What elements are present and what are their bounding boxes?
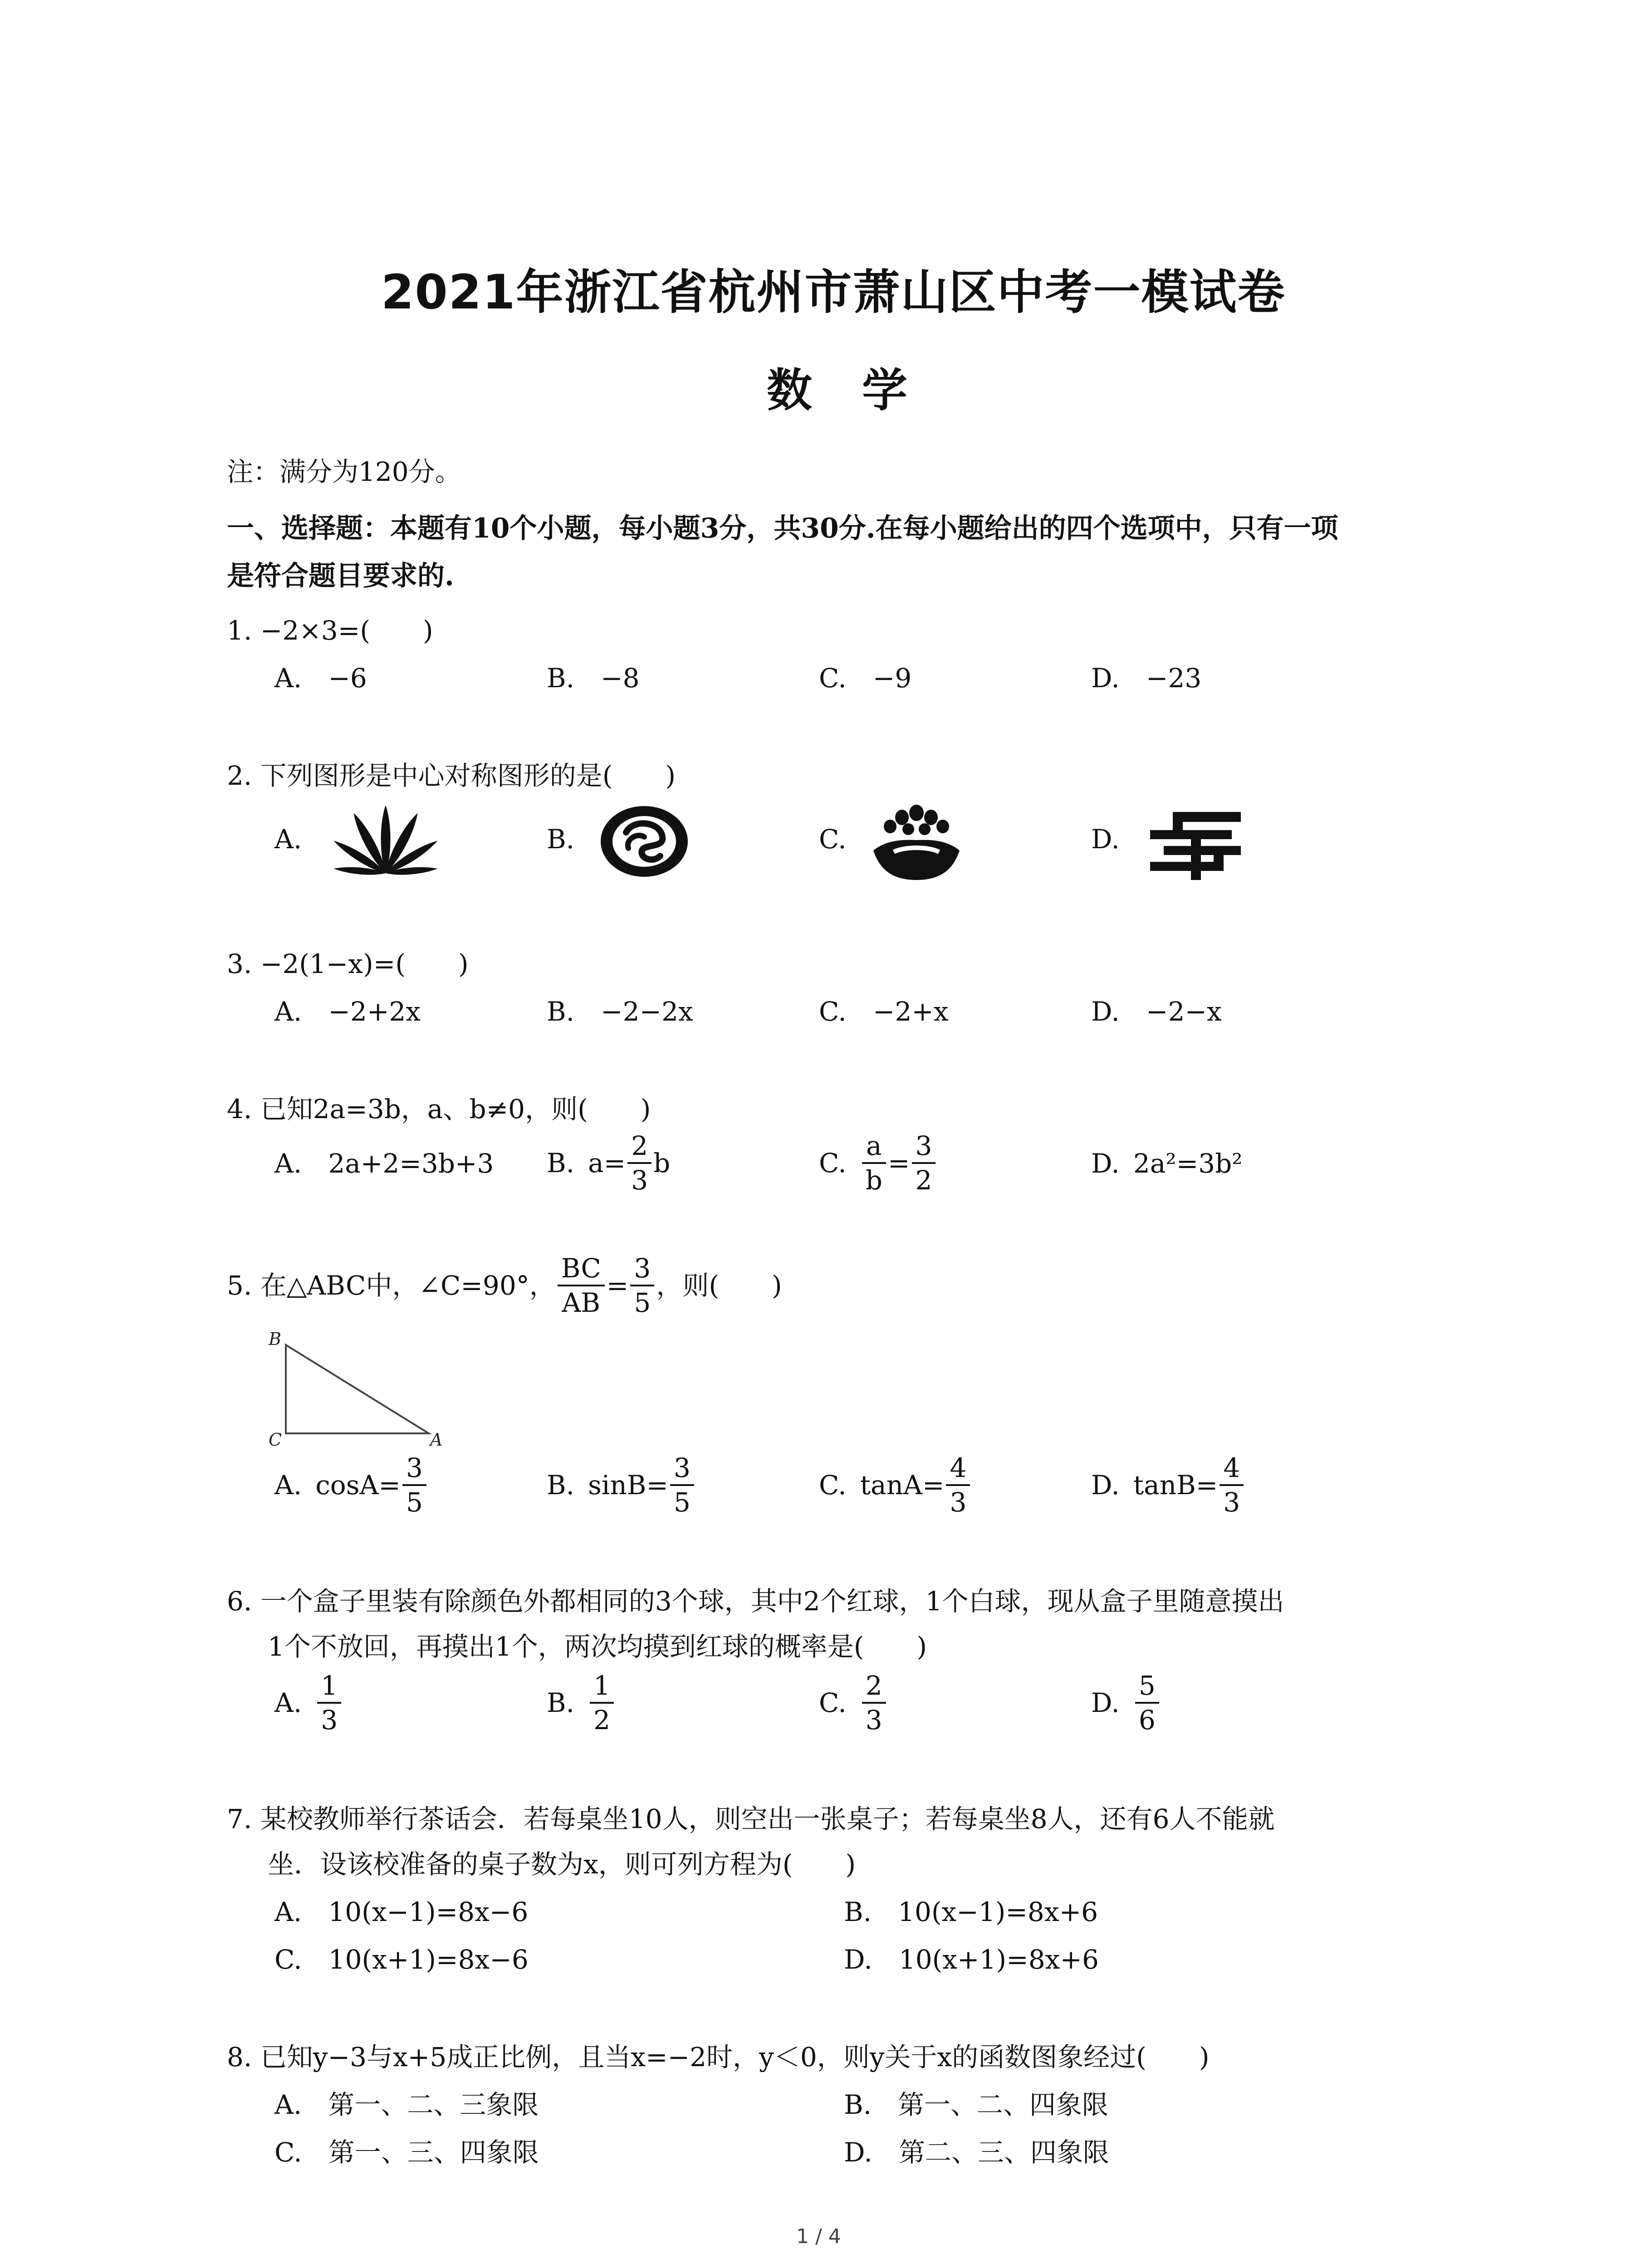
option-letter: C. bbox=[819, 1687, 847, 1718]
triangle-figure bbox=[268, 1331, 449, 1449]
numerator: 5 bbox=[1135, 1669, 1159, 1704]
question-7-option-b: B. 10(x−1)=8x+6 bbox=[844, 1897, 1098, 1927]
question-3-option-c: C. −2+x bbox=[819, 996, 949, 1027]
exam-title: 2021年浙江省杭州市萧山区中考一模试卷 bbox=[381, 264, 1286, 320]
question-6-option-a bbox=[274, 1669, 343, 1736]
question-3-option-a: A. −2+2x bbox=[274, 996, 421, 1027]
fraction bbox=[670, 1452, 694, 1519]
fraction bbox=[558, 1252, 605, 1319]
vertex-label-a: A bbox=[430, 1430, 443, 1450]
question-2-letter-d: D. bbox=[1091, 824, 1120, 855]
subject-title: 数学 bbox=[767, 364, 957, 417]
denominator: 3 bbox=[631, 1165, 648, 1196]
stem-text: 5. 在△ABC中，∠C=90°， bbox=[227, 1270, 556, 1301]
equals-sign: = bbox=[887, 1148, 910, 1178]
question-7-option-d: D. 10(x+1)=8x+6 bbox=[844, 1944, 1099, 1975]
question-4-option-d bbox=[1091, 1148, 1242, 1179]
option-letter: D. bbox=[1091, 1148, 1120, 1179]
question-3-stem: 3. −2(1−x)=( ) bbox=[227, 948, 469, 979]
vertex-label-c: C bbox=[269, 1430, 282, 1450]
denominator: 3 bbox=[865, 1705, 882, 1735]
denominator: b bbox=[865, 1165, 882, 1196]
denominator: 5 bbox=[406, 1487, 423, 1518]
question-8-option-a: A. 第一、二、三象限 bbox=[274, 2089, 539, 2120]
numerator: 2 bbox=[627, 1129, 652, 1164]
denominator: AB bbox=[562, 1287, 601, 1318]
fraction bbox=[1220, 1452, 1244, 1519]
option-letter: D. bbox=[1091, 1687, 1120, 1718]
fraction bbox=[862, 1129, 886, 1197]
question-5-stem bbox=[227, 1252, 782, 1319]
question-5-option-c bbox=[819, 1452, 972, 1519]
question-1-stem: 1. −2×3=( ) bbox=[227, 615, 433, 646]
page-number: 1 / 4 bbox=[796, 2225, 841, 2248]
question-3-option-b: B. −2−2x bbox=[547, 996, 693, 1027]
question-8-option-b: B. 第一、二、四象限 bbox=[844, 2089, 1109, 2120]
expr-part: tanA= bbox=[860, 1470, 945, 1501]
question-4-stem: 4. 已知2a=3b，a、b≠0，则( ) bbox=[227, 1094, 651, 1124]
fraction bbox=[317, 1669, 341, 1736]
stem-text: ，则( ) bbox=[656, 1270, 782, 1301]
question-5-option-d bbox=[1091, 1452, 1245, 1519]
expr-part: 2a²=3b² bbox=[1133, 1148, 1243, 1179]
question-8-option-c: C. 第一、三、四象限 bbox=[274, 2137, 539, 2168]
numerator: 4 bbox=[946, 1452, 970, 1486]
question-1-option-d: D. −23 bbox=[1091, 663, 1202, 694]
denominator: 5 bbox=[634, 1287, 651, 1318]
question-8-stem: 8. 已知y−3与x+5成正比例，且当x=−2时，y＜0，则y关于x的函数图象经过( ) bbox=[227, 2042, 1210, 2072]
numerator: BC bbox=[558, 1252, 605, 1286]
fraction bbox=[627, 1129, 652, 1197]
option-letter: B. bbox=[547, 1148, 575, 1178]
question-5-option-b bbox=[547, 1452, 696, 1519]
expr-part: b bbox=[653, 1148, 671, 1178]
numerator: 1 bbox=[317, 1669, 341, 1704]
china-post-logo-icon bbox=[1146, 810, 1245, 882]
option-letter: A. bbox=[274, 1687, 302, 1718]
section-heading-line2: 是符合题目要求的. bbox=[227, 560, 454, 592]
fraction bbox=[630, 1252, 654, 1319]
fraction bbox=[402, 1452, 426, 1519]
numerator: 3 bbox=[670, 1452, 694, 1486]
question-5-option-a bbox=[274, 1452, 428, 1519]
vertex-label-b: B bbox=[269, 1329, 281, 1349]
score-note: 注：满分为120分。 bbox=[227, 456, 461, 487]
question-2-stem: 2. 下列图形是中心对称图形的是( ) bbox=[227, 760, 676, 791]
denominator: 3 bbox=[1223, 1487, 1240, 1518]
option-letter: D. bbox=[1091, 1470, 1120, 1501]
fraction bbox=[912, 1129, 936, 1197]
question-7-line2: 坐．设该校准备的桌子数为x，则可列方程为( ) bbox=[268, 1849, 856, 1880]
question-6-line2: 1个不放回，再摸出1个，两次均摸到红球的概率是( ) bbox=[268, 1631, 927, 1662]
denominator: 3 bbox=[321, 1705, 338, 1735]
option-letter: B. bbox=[547, 1687, 575, 1718]
question-7-option-c: C. 10(x+1)=8x−6 bbox=[274, 1944, 529, 1975]
expr-part: tanB= bbox=[1133, 1470, 1218, 1501]
question-6-option-c bbox=[819, 1669, 888, 1736]
fraction bbox=[1135, 1669, 1159, 1736]
fraction bbox=[590, 1669, 614, 1736]
fraction bbox=[946, 1452, 970, 1519]
question-4-option-c bbox=[819, 1129, 937, 1197]
denominator: 2 bbox=[915, 1165, 932, 1196]
question-1-option-c: C. −9 bbox=[819, 663, 912, 694]
denominator: 3 bbox=[950, 1487, 967, 1518]
question-7-line1: 7. 某校教师举行茶话会．若每桌坐10人，则空出一张桌子；若每桌坐8人，还有6人不能就 bbox=[227, 1804, 1275, 1834]
question-6-line1: 6. 一个盒子里装有除颜色外都相同的3个球，其中2个红球，1个白球，现从盒子里随意摸出 bbox=[227, 1586, 1284, 1617]
question-1-option-b: B. −8 bbox=[547, 663, 640, 694]
expr-part: cosA= bbox=[315, 1470, 401, 1501]
china-mobile-logo-icon bbox=[599, 805, 690, 878]
question-8-option-d: D. 第二、三、四象限 bbox=[844, 2137, 1109, 2168]
option-letter: C. bbox=[819, 1470, 847, 1501]
option-letter: B. bbox=[547, 1470, 575, 1501]
numerator: a bbox=[862, 1129, 886, 1164]
section-heading-line1: 一、选择题：本题有10个小题，每小题3分，共30分.在每小题给出的四个选项中，只有一项 bbox=[227, 513, 1338, 544]
numerator: 3 bbox=[912, 1129, 936, 1164]
question-4-option-a: A. 2a+2=3b+3 bbox=[274, 1148, 494, 1179]
question-6-option-d bbox=[1091, 1669, 1161, 1736]
denominator: 5 bbox=[673, 1487, 691, 1518]
denominator: 2 bbox=[593, 1705, 610, 1735]
fraction bbox=[862, 1669, 886, 1736]
numerator: 3 bbox=[630, 1252, 654, 1286]
question-7-option-a: A. 10(x−1)=8x−6 bbox=[274, 1897, 529, 1927]
numerator: 4 bbox=[1220, 1452, 1244, 1486]
question-4-option-b bbox=[547, 1129, 670, 1197]
numerator: 1 bbox=[590, 1669, 614, 1704]
equals-sign: = bbox=[606, 1270, 629, 1301]
huawei-logo-icon bbox=[327, 805, 445, 878]
option-letter: C. bbox=[819, 1148, 847, 1178]
expr-part: a= bbox=[588, 1148, 626, 1178]
question-2-letter-a: A. bbox=[274, 824, 302, 855]
numerator: 2 bbox=[862, 1669, 886, 1704]
option-letter: A. bbox=[274, 1470, 302, 1501]
petrochina-logo-icon bbox=[867, 803, 966, 885]
question-2-letter-c: C. bbox=[819, 824, 847, 855]
question-6-option-b bbox=[547, 1669, 616, 1736]
question-1-option-a: A. −6 bbox=[274, 663, 367, 694]
question-2-letter-b: B. bbox=[547, 824, 575, 855]
denominator: 6 bbox=[1138, 1705, 1156, 1735]
numerator: 3 bbox=[402, 1452, 426, 1486]
expr-part: sinB= bbox=[588, 1470, 668, 1501]
question-3-option-d: D. −2−x bbox=[1091, 996, 1222, 1027]
